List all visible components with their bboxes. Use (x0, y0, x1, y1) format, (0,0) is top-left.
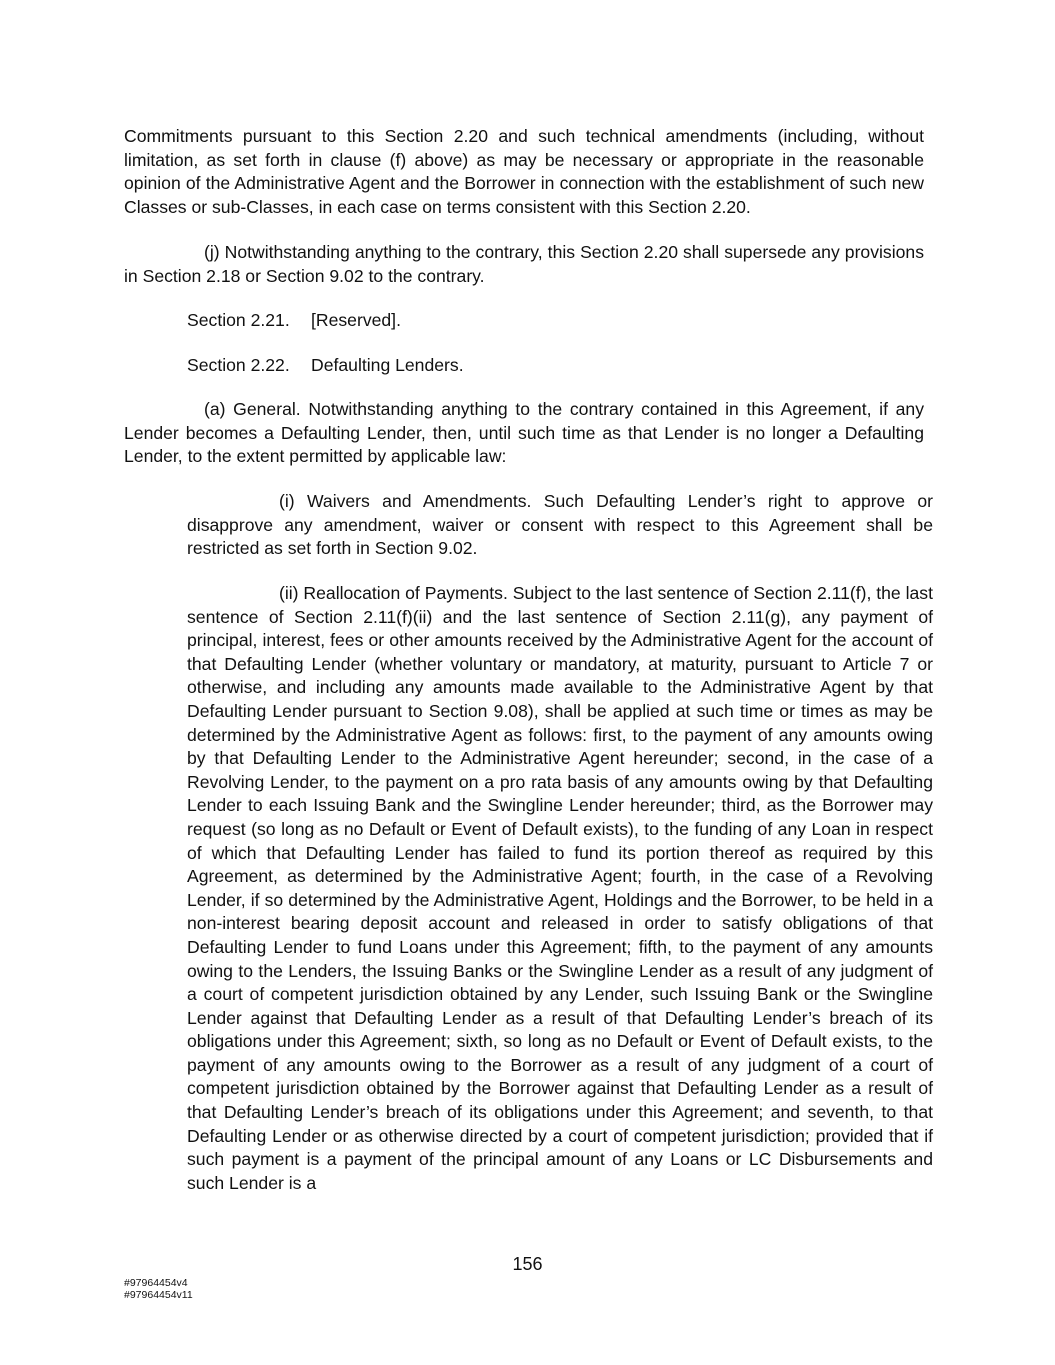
paragraph-ii-reallocation-of-payments: (ii) Reallocation of Payments. Subject to the last sentence of Section 2.11(f), the last sentence of Section 2.11(f)(ii) and the last sentence of Section 2.11(g), any payment of principal, interest, fees or other amounts received by the Administrative Agent for the account of that Defaulting Lender (whether voluntary or mandatory, at maturity, pursuant to Article 7 or otherwise, and including any amounts made available to the Administrative Agent by that Defaulting Lender pursuant to Section 9.08), shall be applied at such time or times as may be determined by the Administrative Agent as follows: first, to the payment of any amounts owing by that Defaulting Lender to the Administrative Agent hereunder; second, in the case of a Revolving Lender, to the payment on a pro rata basis of any amounts owing by that Defaulting Lender to each Issuing Bank and the Swingline Lender hereunder; third, as the Borrower may request (so long as no Default or Event of Default exists), to the funding of any Loan in respect of which that Defaulting Lender has failed to fund its portion thereof as required by this Agreement, as determined by the Administrative Agent; fourth, in the case of a Revolving Lender, if so determined by the Administrative Agent, Holdings and the Borrower, to be held in a non-interest bearing deposit account and released in order to satisfy obligations of that Defaulting Lender to fund Loans under this Agreement; fifth, to the payment of any amounts owing to the Lenders, the Issuing Banks or the Swingline Lender as a result of any judgment of a court of competent jurisdiction obtained by any Lender, such Issuing Bank or the Swingline Lender against that Defaulting Lender as a result of that Defaulting Lender’s breach of its obligations under this Agreement; sixth, so long as no Default or Event of Default exists, to the payment of any amounts owing to the Borrower as a result of any judgment of a court of competent jurisdiction obtained by the Borrower against that Defaulting Lender as a result of that Defaulting Lender’s breach of its obligations under this Agreement; and seventh, to that Defaulting Lender or as otherwise directed by a court of competent jurisdiction; provided that if such payment is a payment of the principal amount of any Loans or LC Disbursements and such Lender is a (187, 583, 933, 1193)
paragraph-commitments-continuation: Commitments pursuant to this Section 2.20 and such technical amendments (including, without limitation, as set forth in clause (f) above) as may be necessary or appropriate in the reasonable opinion of the Administrative Agent and the Borrower in connection with the establishment of such new Classes or sub-Classes, in each case on terms consistent with this Section 2.20. (124, 126, 924, 217)
paragraph-j-notwithstanding: (j) Notwithstanding anything to the contrary, this Section 2.20 shall supersede any provisions in Section 2.18 or Section 9.02 to the contrary. (124, 242, 924, 286)
document-id-1: #97964454v4 (124, 1277, 188, 1289)
section-2-22-heading (187, 354, 464, 378)
section-2-21-number: Section 2.21. (187, 310, 290, 330)
paragraph-i-waivers-and-amendments: (i) Waivers and Amendments. Such Defaulting Lender’s right to approve or disapprove any amendment, waiver or consent with respect to this Agreement shall be restricted as set forth in Section 9.02. (187, 491, 933, 559)
section-2-22-number: Section 2.22. (187, 355, 290, 375)
document-id-2: #97964454v11 (124, 1289, 193, 1301)
section-2-22-title: Defaulting Lenders. (311, 355, 464, 375)
section-2-21-heading (187, 309, 401, 333)
section-2-21-title: [Reserved]. (311, 310, 401, 330)
page-number: 156 (512, 1254, 543, 1274)
paragraph-a-general: (a) General. Notwithstanding anything to the contrary contained in this Agreement, if any Lender becomes a Defaulting Lender, then, until such time as that Lender is no longer a Defaulting Lender, to the extent permitted by applicable law: (124, 399, 924, 467)
